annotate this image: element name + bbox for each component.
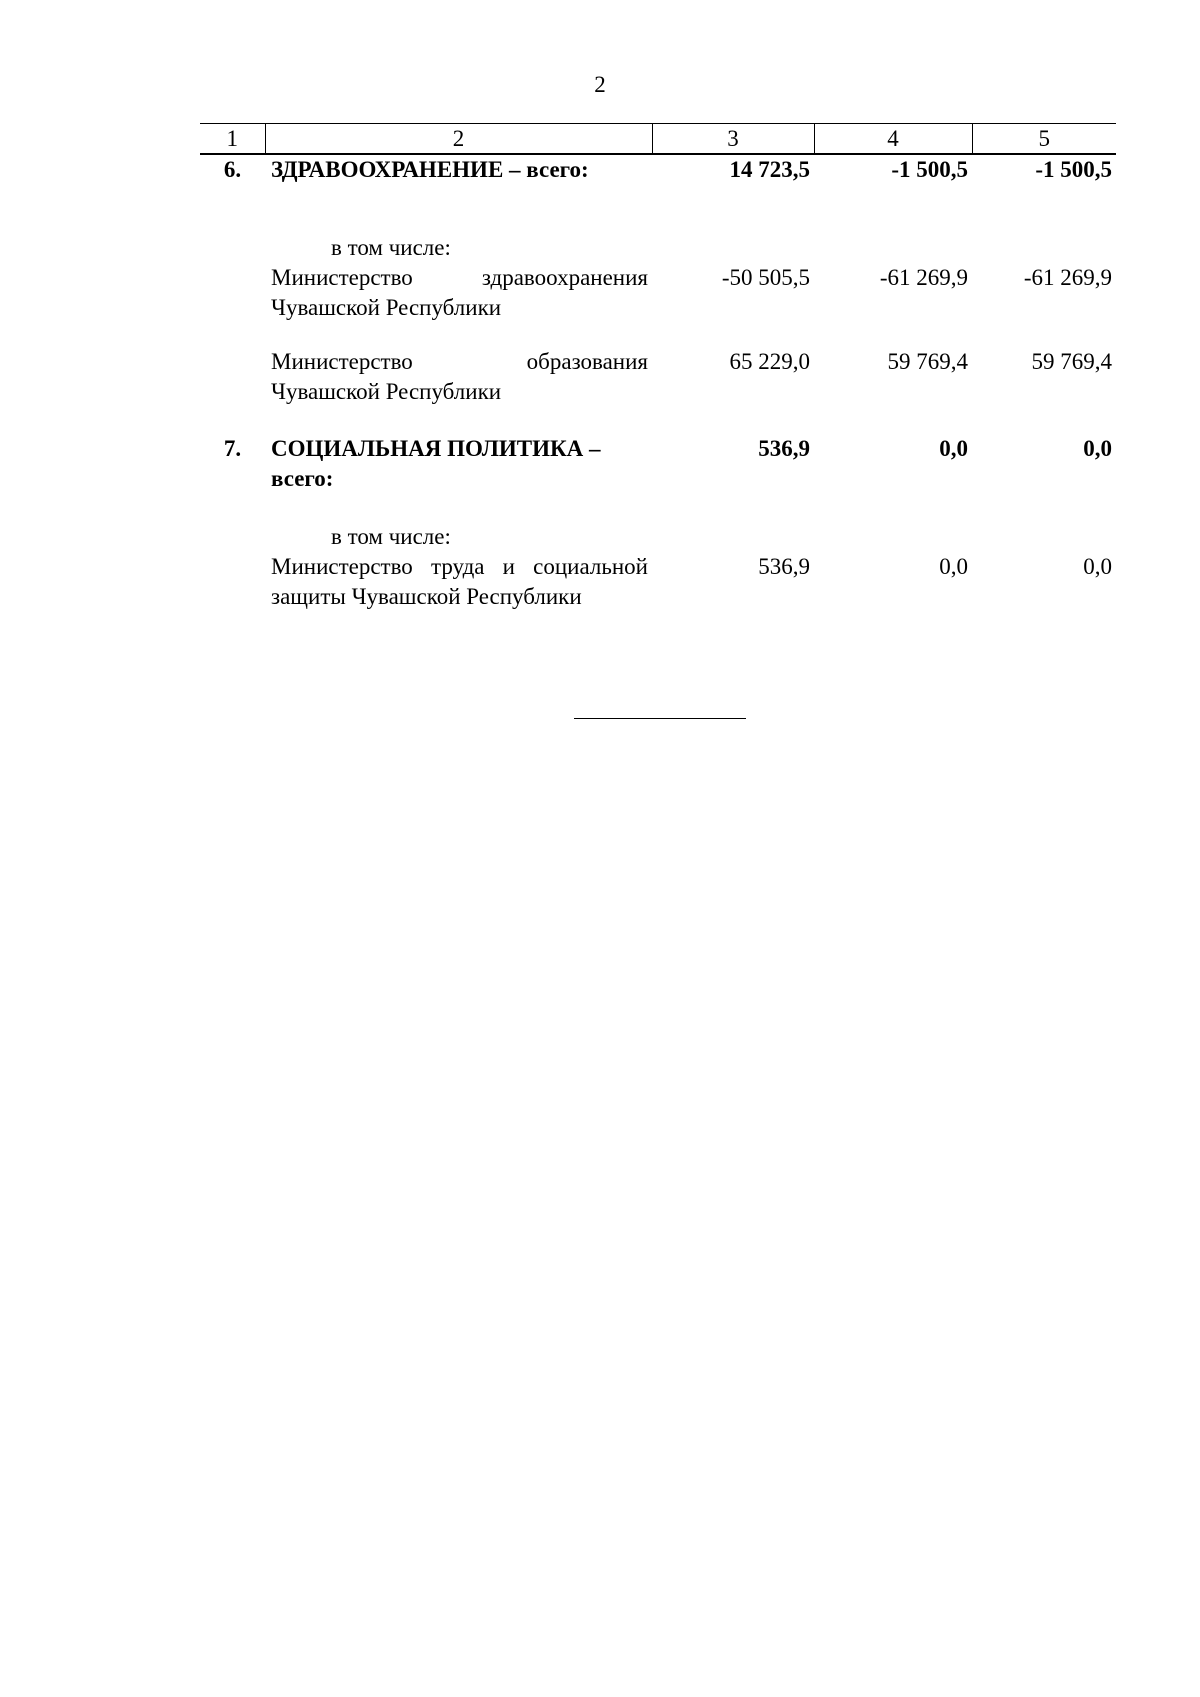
item-value-col3: 65 229,0 bbox=[729, 349, 810, 374]
end-separator-line bbox=[574, 718, 746, 719]
item-name: Министерство труда и социальной защиты Чувашской Республики bbox=[271, 554, 648, 609]
column-header-3: 3 bbox=[652, 124, 814, 155]
sub-label-row bbox=[200, 522, 1116, 552]
item-value-col5: 59 769,4 bbox=[1031, 349, 1112, 374]
spacer-row bbox=[200, 323, 1116, 347]
item-value-col3: -50 505,5 bbox=[721, 265, 810, 290]
section-title: ЗДРАВООХРАНЕНИЕ – всего: bbox=[271, 157, 589, 182]
sub-label-row bbox=[200, 233, 1116, 263]
section-row-healthcare bbox=[200, 154, 1116, 185]
section-title: СОЦИАЛЬНАЯ ПОЛИТИКА – всего: bbox=[271, 436, 601, 491]
section-value-col4: 0,0 bbox=[939, 436, 968, 461]
section-value-col3: 14 723,5 bbox=[729, 157, 810, 182]
item-value-col5: -61 269,9 bbox=[1023, 265, 1112, 290]
table-row bbox=[200, 347, 1116, 407]
section-value-col5: 0,0 bbox=[1083, 436, 1112, 461]
section-value-col3: 536,9 bbox=[758, 436, 810, 461]
section-number: 7. bbox=[223, 436, 242, 461]
spacer-row bbox=[200, 494, 1116, 522]
page-number: 2 bbox=[594, 72, 606, 97]
item-value-col4: 0,0 bbox=[939, 554, 968, 579]
budget-table bbox=[200, 123, 1116, 612]
item-value-col3: 536,9 bbox=[758, 554, 810, 579]
spacer-row bbox=[200, 185, 1116, 233]
table-row bbox=[200, 552, 1116, 612]
item-value-col4: -61 269,9 bbox=[879, 265, 968, 290]
item-value-col5: 0,0 bbox=[1083, 554, 1112, 579]
column-header-1: 1 bbox=[200, 124, 265, 155]
table-header-row bbox=[200, 124, 1116, 155]
sub-label: в том числе: bbox=[331, 235, 451, 260]
item-name: Министерство здравоохранения Чувашской Республики bbox=[271, 265, 648, 320]
item-name: Министерство образования Чувашской Республики bbox=[271, 349, 648, 404]
column-header-4: 4 bbox=[814, 124, 972, 155]
table-row bbox=[200, 263, 1116, 323]
section-number: 6. bbox=[223, 157, 242, 182]
column-header-2: 2 bbox=[265, 124, 652, 155]
spacer-row bbox=[200, 407, 1116, 434]
section-value-col5: -1 500,5 bbox=[1035, 157, 1112, 182]
item-value-col4: 59 769,4 bbox=[887, 349, 968, 374]
column-header-5: 5 bbox=[972, 124, 1116, 155]
section-value-col4: -1 500,5 bbox=[891, 157, 968, 182]
sub-label: в том числе: bbox=[331, 524, 451, 549]
section-row-social-policy bbox=[200, 434, 1116, 494]
